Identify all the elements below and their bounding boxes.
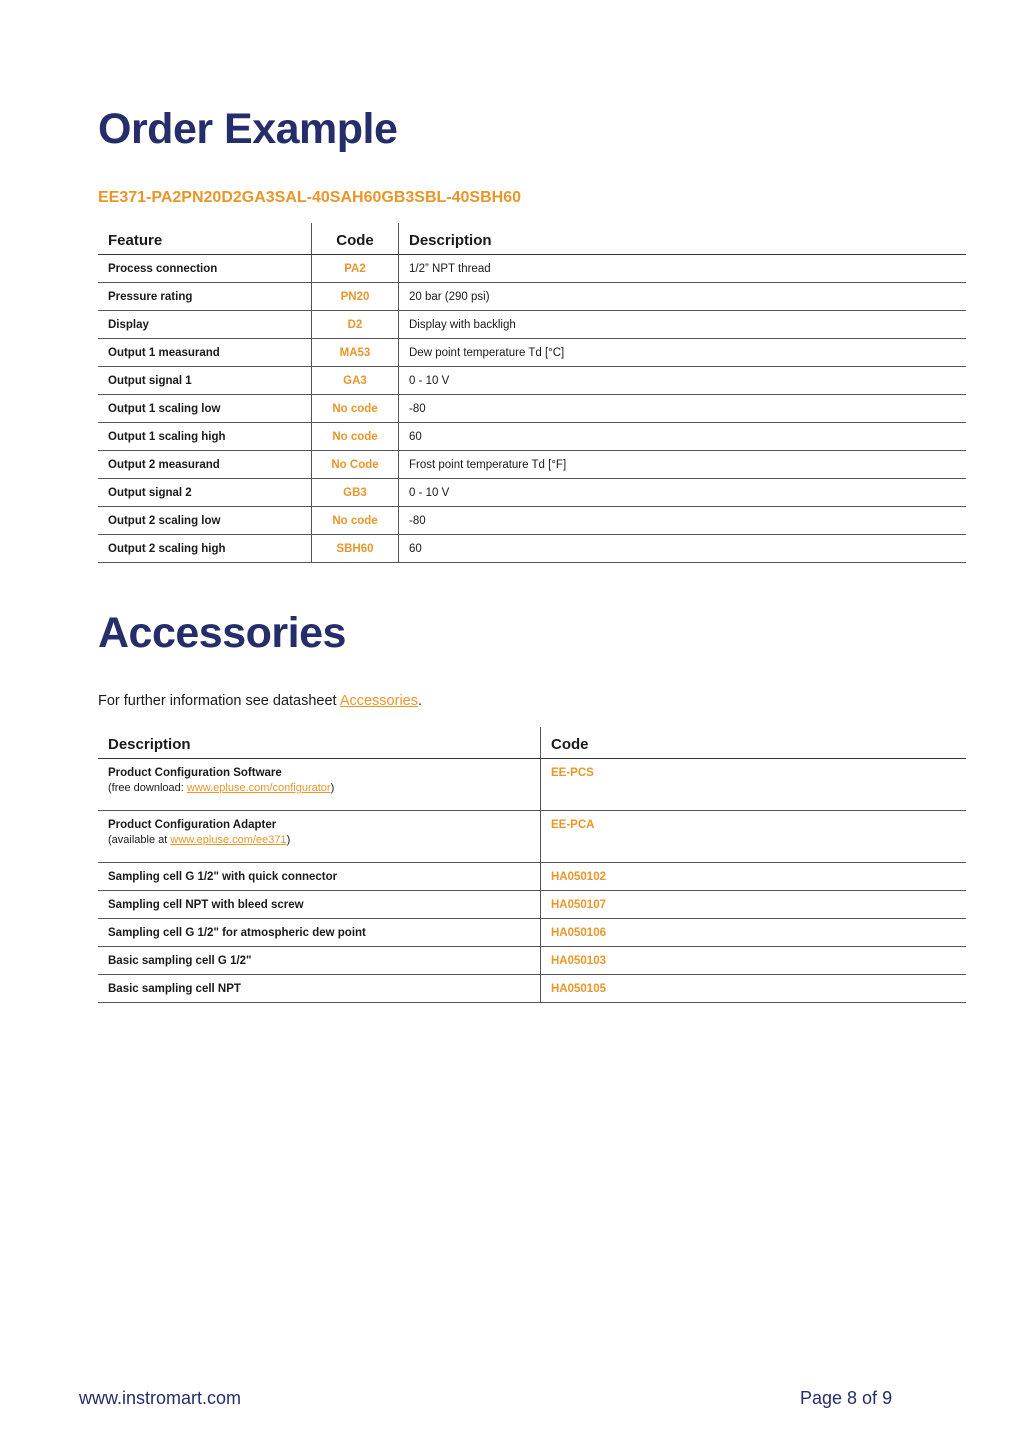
header-description: Description [399, 223, 967, 255]
code-cell: No code [312, 507, 399, 535]
accessories-table [98, 727, 966, 1003]
description-cell [98, 863, 541, 891]
description-sub [108, 782, 530, 794]
accessories-intro [98, 693, 422, 709]
description-cell: 1/2” NPT thread [399, 255, 967, 283]
code-cell: EE-PCA [541, 811, 967, 863]
table-row [98, 811, 966, 863]
description-cell: 0 - 10 V [399, 479, 967, 507]
description-text: Sampling cell G 1/2" for atmospheric dew point [108, 926, 366, 939]
code-cell: SBH60 [312, 535, 399, 563]
feature-cell: Output 1 measurand [98, 339, 312, 367]
table-row [98, 451, 966, 479]
description-text: Sampling cell NPT with bleed screw [108, 898, 304, 911]
header-feature: Feature [98, 223, 312, 255]
feature-cell: Output signal 2 [98, 479, 312, 507]
code-cell: No code [312, 423, 399, 451]
description-cell [98, 919, 541, 947]
feature-cell: Display [98, 311, 312, 339]
order-table [98, 223, 966, 563]
table-row [98, 367, 966, 395]
description-sub [108, 834, 530, 846]
code-cell: MA53 [312, 339, 399, 367]
feature-cell: Process connection [98, 255, 312, 283]
table-row [98, 535, 966, 563]
code-cell: D2 [312, 311, 399, 339]
description-text: Basic sampling cell NPT [108, 982, 241, 995]
feature-cell: Output 1 scaling low [98, 395, 312, 423]
description-cell [98, 811, 541, 863]
code-cell: HA050106 [541, 919, 967, 947]
description-cell: 60 [399, 535, 967, 563]
footer-page-number: Page 8 of 9 [800, 1388, 893, 1408]
description-cell: 20 bar (290 psi) [399, 283, 967, 311]
feature-cell: Output 2 scaling low [98, 507, 312, 535]
description-cell [98, 947, 541, 975]
order-code: EE371-PA2PN20D2GA3SAL-40SAH60GB3SBL-40SBH60 [98, 189, 521, 206]
code-cell: HA050102 [541, 863, 967, 891]
sub-link[interactable]: www.epluse.com/configurator [186, 782, 331, 794]
code-cell: No code [312, 395, 399, 423]
code-cell: GB3 [312, 479, 399, 507]
table-row [98, 507, 966, 535]
table-row [98, 311, 966, 339]
feature-cell: Output 1 scaling high [98, 423, 312, 451]
code-cell: HA050107 [541, 891, 967, 919]
accessories-table-header [98, 727, 966, 759]
table-row [98, 339, 966, 367]
table-row [98, 759, 966, 811]
code-cell: PA2 [312, 255, 399, 283]
description-cell: Dew point temperature Td [°C] [399, 339, 967, 367]
sub-suffix: ) [330, 782, 335, 794]
header-description: Description [98, 727, 541, 759]
code-cell: HA050105 [541, 975, 967, 1003]
order-example-title: Order Example [98, 105, 398, 153]
description-cell: 60 [399, 423, 967, 451]
header-code: Code [541, 727, 967, 759]
code-cell: PN20 [312, 283, 399, 311]
footer-website[interactable]: www.instromart.com [79, 1388, 242, 1408]
feature-cell: Output 2 measurand [98, 451, 312, 479]
intro-text: For further information see datasheet [98, 693, 340, 709]
description-cell: -80 [399, 395, 967, 423]
code-cell: HA050103 [541, 947, 967, 975]
table-row [98, 863, 966, 891]
sub-link[interactable]: www.epluse.com/ee371 [170, 834, 287, 846]
description-text: Product Configuration Adapter [108, 819, 277, 831]
feature-cell: Output 2 scaling high [98, 535, 312, 563]
description-text: Basic sampling cell G 1/2" [108, 954, 252, 967]
accessories-title: Accessories [98, 609, 346, 657]
description-text: Product Configuration Software [108, 767, 282, 779]
feature-cell: Output signal 1 [98, 367, 312, 395]
sub-prefix: (free download: [108, 782, 187, 794]
table-row [98, 395, 966, 423]
description-cell [98, 975, 541, 1003]
accessories-link[interactable]: Accessories [339, 693, 418, 709]
sub-suffix: ) [286, 834, 291, 846]
description-cell [98, 759, 541, 811]
header-code: Code [312, 223, 399, 255]
description-cell [98, 891, 541, 919]
description-cell: Display with backligh [399, 311, 967, 339]
description-cell: 0 - 10 V [399, 367, 967, 395]
table-row [98, 947, 966, 975]
order-table-header [98, 223, 966, 255]
table-row [98, 283, 966, 311]
description-text: Sampling cell G 1/2" with quick connector [108, 870, 338, 883]
table-row [98, 975, 966, 1003]
table-row [98, 479, 966, 507]
description-cell: Frost point temperature Td [°F] [399, 451, 967, 479]
feature-cell: Pressure rating [98, 283, 312, 311]
table-row [98, 423, 966, 451]
sub-prefix: (available at [108, 834, 171, 846]
table-row [98, 255, 966, 283]
code-cell: EE-PCS [541, 759, 967, 811]
code-cell: GA3 [312, 367, 399, 395]
code-cell: No Code [312, 451, 399, 479]
table-row [98, 919, 966, 947]
table-row [98, 891, 966, 919]
intro-suffix: . [417, 693, 423, 709]
description-cell: -80 [399, 507, 967, 535]
